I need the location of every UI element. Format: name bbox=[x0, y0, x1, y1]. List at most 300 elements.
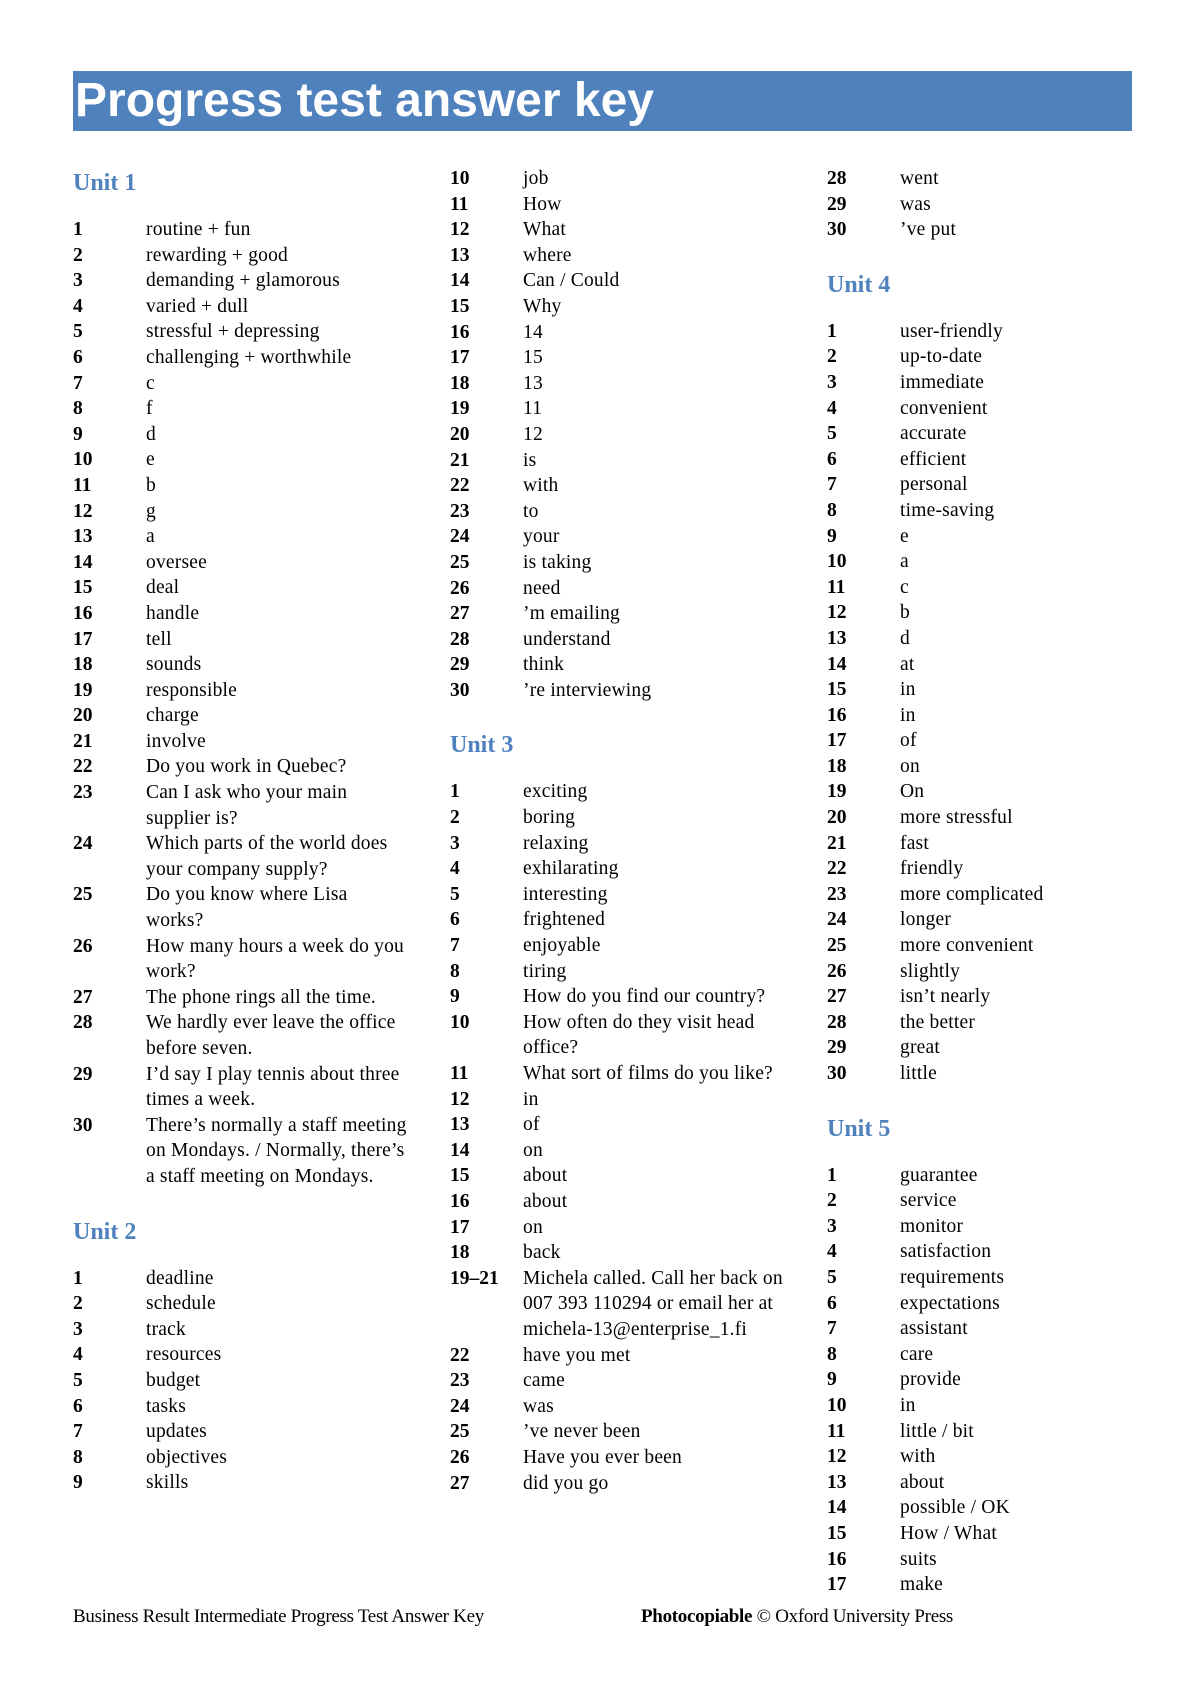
answer-text: in bbox=[523, 1088, 539, 1110]
answer-text: ’ve never been bbox=[523, 1421, 641, 1443]
answer-row bbox=[450, 1343, 790, 1369]
question-number: 5 bbox=[450, 883, 460, 905]
question-number: 29 bbox=[827, 1037, 847, 1059]
question-number: 21 bbox=[450, 449, 470, 471]
answer-text: monitor bbox=[900, 1215, 964, 1237]
question-number: 30 bbox=[450, 679, 470, 701]
answer-row bbox=[73, 550, 413, 576]
answer-text: of bbox=[900, 730, 917, 752]
question-number: 30 bbox=[827, 1063, 847, 1084]
question-number: 25 bbox=[827, 935, 847, 957]
answer-text: care bbox=[900, 1343, 934, 1365]
answer-text: up-to-date bbox=[900, 346, 983, 368]
answer-text: budget bbox=[146, 1369, 201, 1391]
answer-text: great bbox=[900, 1037, 940, 1059]
answer-row bbox=[73, 422, 413, 448]
question-number: 11 bbox=[450, 1063, 469, 1084]
answer-text: c bbox=[146, 372, 155, 394]
question-number: 23 bbox=[827, 883, 847, 905]
answer-row bbox=[73, 524, 413, 550]
question-number: 20 bbox=[450, 423, 470, 445]
answer-text: b bbox=[900, 602, 910, 624]
question-number: 10 bbox=[827, 1394, 847, 1416]
question-number: 15 bbox=[827, 1522, 847, 1544]
question-number: 9 bbox=[450, 986, 460, 1008]
question-number: 7 bbox=[73, 1421, 83, 1443]
question-number: 11 bbox=[827, 1420, 846, 1442]
question-number: 1 bbox=[73, 219, 83, 240]
answer-text: tell bbox=[146, 628, 172, 650]
answer-row bbox=[73, 780, 413, 831]
answer-row bbox=[827, 549, 1167, 575]
answer-row bbox=[827, 1035, 1167, 1061]
answer-text: a bbox=[146, 526, 155, 548]
answer-text: I’d say I play tennis about three times a week. bbox=[146, 1063, 400, 1111]
question-number: 2 bbox=[73, 1293, 83, 1315]
answer-text: relaxing bbox=[523, 832, 589, 854]
answer-row bbox=[450, 984, 790, 1010]
answer-block bbox=[827, 268, 1167, 1087]
answer-row bbox=[73, 1317, 413, 1343]
answer-text: updates bbox=[146, 1421, 207, 1443]
answer-row bbox=[73, 1266, 413, 1292]
answer-text: Can / Could bbox=[523, 270, 620, 292]
answer-text: little / bit bbox=[900, 1420, 974, 1442]
answer-text: deal bbox=[146, 577, 180, 599]
answer-row bbox=[450, 371, 790, 397]
question-number: 18 bbox=[450, 372, 470, 394]
answer-block bbox=[450, 166, 790, 703]
answer-row bbox=[73, 627, 413, 653]
question-number: 11 bbox=[450, 193, 469, 215]
answer-text: need bbox=[523, 577, 561, 599]
answer-text: objectives bbox=[146, 1446, 228, 1468]
unit-heading: Unit 5 bbox=[827, 1115, 891, 1142]
answer-row bbox=[450, 166, 790, 192]
answer-text: guarantee bbox=[900, 1164, 978, 1186]
answer-row bbox=[450, 1240, 790, 1266]
answer-row bbox=[73, 1368, 413, 1394]
answer-text: about bbox=[900, 1471, 945, 1493]
question-number: 3 bbox=[450, 832, 460, 854]
answer-text: have you met bbox=[523, 1344, 631, 1366]
answer-row bbox=[73, 703, 413, 729]
answer-row bbox=[450, 345, 790, 371]
answer-text: job bbox=[523, 168, 549, 189]
answer-text: How do you find our country? bbox=[523, 986, 766, 1008]
question-number: 24 bbox=[73, 833, 93, 855]
answer-text: more complicated bbox=[900, 883, 1044, 905]
answer-text: in bbox=[900, 704, 916, 726]
answer-row bbox=[827, 1163, 1167, 1189]
question-number: 21 bbox=[73, 730, 93, 752]
answer-row bbox=[73, 243, 413, 269]
answer-text: Michela called. Call her back on 007 393 110294 or email her at michela-13@enterprise_1.fi bbox=[523, 1267, 783, 1340]
question-number: 12 bbox=[73, 500, 93, 522]
page-title: Progress test answer key bbox=[73, 71, 1132, 131]
answer-row bbox=[827, 882, 1167, 908]
answer-row bbox=[450, 1112, 790, 1138]
question-number: 4 bbox=[73, 1344, 83, 1366]
answer-text: of bbox=[523, 1114, 540, 1136]
answer-row bbox=[73, 371, 413, 397]
answer-text: time-saving bbox=[900, 499, 995, 521]
answer-text: to bbox=[523, 500, 539, 522]
answer-text: e bbox=[900, 525, 909, 547]
question-number: 27 bbox=[73, 986, 93, 1008]
answer-text: on bbox=[900, 755, 920, 777]
answer-row bbox=[827, 1214, 1167, 1240]
answer-text: in bbox=[900, 1394, 916, 1416]
answer-row bbox=[450, 550, 790, 576]
answer-row bbox=[827, 959, 1167, 985]
question-number: 8 bbox=[73, 398, 83, 420]
answer-block bbox=[827, 1112, 1167, 1598]
question-number: 7 bbox=[73, 372, 83, 394]
answer-text: challenging + worthwhile bbox=[146, 346, 352, 368]
answer-row bbox=[827, 498, 1167, 524]
answer-row bbox=[73, 499, 413, 525]
question-number: 17 bbox=[450, 1216, 470, 1238]
question-number: 26 bbox=[450, 577, 470, 599]
answer-text: think bbox=[523, 654, 565, 676]
answer-row bbox=[73, 1342, 413, 1368]
answer-text: b bbox=[146, 474, 156, 496]
question-number: 6 bbox=[73, 346, 83, 368]
question-number: 13 bbox=[827, 627, 847, 649]
question-number: 17 bbox=[827, 1574, 847, 1596]
answer-text: frightened bbox=[523, 909, 606, 931]
answer-row bbox=[73, 601, 413, 627]
answer-text: possible / OK bbox=[900, 1497, 1010, 1519]
answer-text: d bbox=[146, 423, 156, 445]
question-number: 24 bbox=[450, 526, 470, 548]
question-number: 17 bbox=[827, 730, 847, 752]
question-number: 12 bbox=[450, 219, 470, 241]
answer-row bbox=[827, 703, 1167, 729]
answer-text: friendly bbox=[900, 858, 964, 880]
question-number: 9 bbox=[827, 1369, 837, 1391]
answer-row bbox=[827, 626, 1167, 652]
question-number: 27 bbox=[827, 986, 847, 1008]
question-number: 22 bbox=[827, 858, 847, 880]
answer-text: expectations bbox=[900, 1292, 1000, 1314]
answer-text: about bbox=[523, 1190, 568, 1212]
question-number: 20 bbox=[827, 807, 847, 829]
answer-row bbox=[827, 600, 1167, 626]
answer-text: efficient bbox=[900, 448, 967, 470]
answer-row bbox=[827, 472, 1167, 498]
question-number: 28 bbox=[827, 1011, 847, 1033]
answer-text: satisfaction bbox=[900, 1241, 992, 1263]
answer-text: 11 bbox=[523, 398, 543, 420]
answer-row bbox=[450, 907, 790, 933]
answer-row bbox=[827, 447, 1167, 473]
question-number: 17 bbox=[73, 628, 93, 650]
question-number: 2 bbox=[827, 346, 837, 368]
question-number: 17 bbox=[450, 347, 470, 369]
answer-row bbox=[450, 1266, 790, 1343]
answer-text: f bbox=[146, 398, 153, 420]
question-number: 22 bbox=[450, 1344, 470, 1366]
question-number: 12 bbox=[827, 602, 847, 624]
answer-row bbox=[827, 1419, 1167, 1445]
answer-text: There’s normally a staff meeting on Mondays. / Normally, there’s a staff meeting on Mondays. bbox=[146, 1114, 407, 1187]
question-number: 24 bbox=[450, 1395, 470, 1417]
answer-row bbox=[827, 1239, 1167, 1265]
question-number: 4 bbox=[450, 858, 460, 880]
question-number: 25 bbox=[450, 551, 470, 573]
answer-row bbox=[827, 907, 1167, 933]
question-number: 27 bbox=[450, 1472, 470, 1494]
answer-row bbox=[450, 1087, 790, 1113]
question-number: 6 bbox=[827, 448, 837, 470]
answer-text: interesting bbox=[523, 883, 608, 905]
answer-text: How many hours a week do you work? bbox=[146, 935, 404, 983]
question-number: 14 bbox=[827, 1497, 847, 1519]
answer-row bbox=[450, 396, 790, 422]
question-number: 16 bbox=[827, 704, 847, 726]
answer-row bbox=[450, 933, 790, 959]
answer-row bbox=[73, 1445, 413, 1471]
answer-text: with bbox=[900, 1446, 936, 1468]
answer-text: We hardly ever leave the office before seven. bbox=[146, 1012, 396, 1059]
answer-row bbox=[73, 1470, 413, 1496]
answer-row bbox=[450, 959, 790, 985]
question-number: 19 bbox=[827, 781, 847, 803]
answer-row bbox=[827, 933, 1167, 959]
answer-text: convenient bbox=[900, 397, 988, 419]
answer-text: Do you know where Lisa works? bbox=[146, 884, 348, 932]
question-number: 8 bbox=[827, 1343, 837, 1365]
answer-text: d bbox=[900, 627, 910, 649]
answer-row bbox=[73, 652, 413, 678]
answer-row bbox=[827, 754, 1167, 780]
question-number: 2 bbox=[450, 807, 460, 829]
answer-row bbox=[827, 1010, 1167, 1036]
answer-row bbox=[450, 320, 790, 346]
answer-text: exhilarating bbox=[523, 858, 619, 880]
question-number: 8 bbox=[827, 499, 837, 521]
answer-row bbox=[827, 1367, 1167, 1393]
question-number: 25 bbox=[450, 1421, 470, 1443]
answer-text: was bbox=[523, 1395, 554, 1417]
question-number: 10 bbox=[450, 1011, 470, 1033]
answer-text: was bbox=[900, 193, 931, 215]
answer-text: The phone rings all the time. bbox=[146, 986, 376, 1008]
column-1 bbox=[73, 166, 413, 1496]
answer-row bbox=[450, 268, 790, 294]
question-number: 3 bbox=[827, 371, 837, 393]
question-number: 2 bbox=[827, 1190, 837, 1212]
answer-text: did you go bbox=[523, 1472, 609, 1494]
answer-row bbox=[827, 1521, 1167, 1547]
answer-row bbox=[73, 294, 413, 320]
question-number: 23 bbox=[450, 1370, 470, 1392]
answer-row bbox=[450, 1138, 790, 1164]
footer-title: Business Result Intermediate Progress Test Answer Key bbox=[73, 1606, 484, 1627]
answer-row bbox=[73, 447, 413, 473]
question-number: 16 bbox=[827, 1548, 847, 1570]
answer-text: longer bbox=[900, 909, 952, 931]
answer-row bbox=[450, 882, 790, 908]
answer-text: with bbox=[523, 475, 559, 497]
answer-row bbox=[450, 1061, 790, 1087]
answer-text: resources bbox=[146, 1344, 222, 1366]
answer-text: service bbox=[900, 1190, 957, 1212]
answer-row bbox=[450, 243, 790, 269]
answer-text: personal bbox=[900, 474, 968, 496]
answer-text: oversee bbox=[146, 551, 207, 573]
answer-row bbox=[73, 985, 413, 1011]
answer-text: schedule bbox=[146, 1293, 216, 1315]
answer-text: little bbox=[900, 1063, 937, 1084]
answer-text: in bbox=[900, 679, 916, 701]
answer-row bbox=[827, 1572, 1167, 1598]
answer-row bbox=[827, 677, 1167, 703]
answer-block bbox=[73, 1215, 413, 1496]
answer-row bbox=[450, 1189, 790, 1215]
answer-text: boring bbox=[523, 807, 576, 829]
answer-row bbox=[827, 192, 1167, 218]
answer-text: fast bbox=[900, 832, 929, 854]
question-number: 7 bbox=[827, 474, 837, 496]
question-number: 16 bbox=[73, 602, 93, 624]
answer-text: user-friendly bbox=[900, 320, 1003, 342]
answer-text: assistant bbox=[900, 1318, 968, 1340]
answer-row bbox=[827, 1265, 1167, 1291]
answer-text: deadline bbox=[146, 1267, 214, 1289]
answer-text: enjoyable bbox=[523, 935, 601, 957]
question-number: 5 bbox=[73, 1369, 83, 1391]
question-number: 26 bbox=[73, 935, 93, 957]
answer-row bbox=[827, 370, 1167, 396]
answer-text: involve bbox=[146, 730, 206, 752]
answer-text: Can I ask who your main supplier is? bbox=[146, 782, 348, 829]
question-number: 23 bbox=[73, 782, 93, 804]
answer-row bbox=[73, 1113, 413, 1190]
answer-row bbox=[827, 344, 1167, 370]
question-number: 15 bbox=[827, 679, 847, 701]
answer-row bbox=[450, 1471, 790, 1497]
answer-row bbox=[450, 1163, 790, 1189]
question-number: 13 bbox=[450, 1114, 470, 1136]
question-number: 9 bbox=[73, 1472, 83, 1494]
unit-heading: Unit 3 bbox=[450, 732, 514, 759]
question-number: 4 bbox=[827, 397, 837, 419]
answer-row bbox=[450, 805, 790, 831]
question-number: 30 bbox=[827, 219, 847, 241]
answer-row bbox=[827, 1495, 1167, 1521]
question-number: 13 bbox=[827, 1471, 847, 1493]
answer-text: track bbox=[146, 1318, 186, 1340]
answer-text: slightly bbox=[900, 960, 961, 982]
answer-text: about bbox=[523, 1165, 568, 1187]
question-number: 26 bbox=[827, 960, 847, 982]
answer-row bbox=[827, 319, 1167, 345]
answer-text: routine + fun bbox=[146, 219, 251, 240]
copyright-text: © Oxford University Press bbox=[752, 1606, 954, 1627]
question-number: 19 bbox=[450, 398, 470, 420]
answer-row bbox=[827, 1393, 1167, 1419]
question-number: 5 bbox=[827, 423, 837, 445]
question-number: 3 bbox=[827, 1215, 837, 1237]
answer-text: a bbox=[900, 551, 909, 573]
question-number: 10 bbox=[73, 449, 93, 471]
column-2 bbox=[450, 166, 790, 1496]
answer-text: the better bbox=[900, 1011, 976, 1033]
answer-text: rewarding + good bbox=[146, 244, 288, 266]
answer-text: stressful + depressing bbox=[146, 321, 320, 343]
answer-text: exciting bbox=[523, 781, 588, 803]
answer-row bbox=[73, 882, 413, 933]
answer-text: handle bbox=[146, 602, 200, 624]
question-number: 7 bbox=[827, 1318, 837, 1340]
question-number: 11 bbox=[73, 474, 92, 496]
question-number: 24 bbox=[827, 909, 847, 931]
answer-row bbox=[827, 831, 1167, 857]
answer-row bbox=[827, 575, 1167, 601]
answer-text: How often do they visit head office? bbox=[523, 1011, 755, 1059]
answer-text: 13 bbox=[523, 372, 543, 394]
answer-text: 15 bbox=[523, 347, 543, 369]
answer-text: Have you ever been bbox=[523, 1446, 682, 1468]
answer-row bbox=[450, 192, 790, 218]
question-number: 18 bbox=[73, 654, 93, 676]
question-number: 5 bbox=[827, 1266, 837, 1288]
answer-text: suits bbox=[900, 1548, 937, 1570]
answer-row bbox=[450, 779, 790, 805]
question-number: 4 bbox=[73, 295, 83, 317]
answer-text: provide bbox=[900, 1369, 961, 1391]
answer-row bbox=[73, 1010, 413, 1061]
question-number: 7 bbox=[450, 935, 460, 957]
answer-row bbox=[450, 652, 790, 678]
answer-row bbox=[827, 1061, 1167, 1087]
answer-row bbox=[450, 576, 790, 602]
answer-text: 14 bbox=[523, 321, 543, 343]
answer-row bbox=[827, 856, 1167, 882]
answer-row bbox=[73, 473, 413, 499]
footer-copyright bbox=[641, 1605, 953, 1629]
question-number: 4 bbox=[827, 1241, 837, 1263]
answer-text: on bbox=[523, 1139, 543, 1161]
question-number: 12 bbox=[450, 1088, 470, 1110]
answer-row bbox=[450, 524, 790, 550]
question-number: 19 bbox=[73, 679, 93, 701]
answer-text: sounds bbox=[146, 654, 202, 676]
answer-block bbox=[73, 166, 413, 1190]
answer-row bbox=[73, 1419, 413, 1445]
question-number: 15 bbox=[73, 577, 93, 599]
answer-row bbox=[827, 652, 1167, 678]
question-number: 25 bbox=[73, 884, 93, 906]
answer-text: tiring bbox=[523, 960, 567, 982]
question-number: 18 bbox=[450, 1242, 470, 1264]
answer-row bbox=[450, 678, 790, 704]
answer-text: on bbox=[523, 1216, 543, 1238]
question-number: 28 bbox=[827, 168, 847, 189]
unit-heading: Unit 4 bbox=[827, 271, 891, 298]
answer-row bbox=[73, 678, 413, 704]
answer-row bbox=[450, 831, 790, 857]
answer-row bbox=[827, 1316, 1167, 1342]
answer-text: On bbox=[900, 781, 925, 803]
answer-text: g bbox=[146, 500, 156, 522]
answer-text: where bbox=[523, 244, 572, 266]
question-number: 22 bbox=[73, 756, 93, 778]
answer-row bbox=[827, 1547, 1167, 1573]
